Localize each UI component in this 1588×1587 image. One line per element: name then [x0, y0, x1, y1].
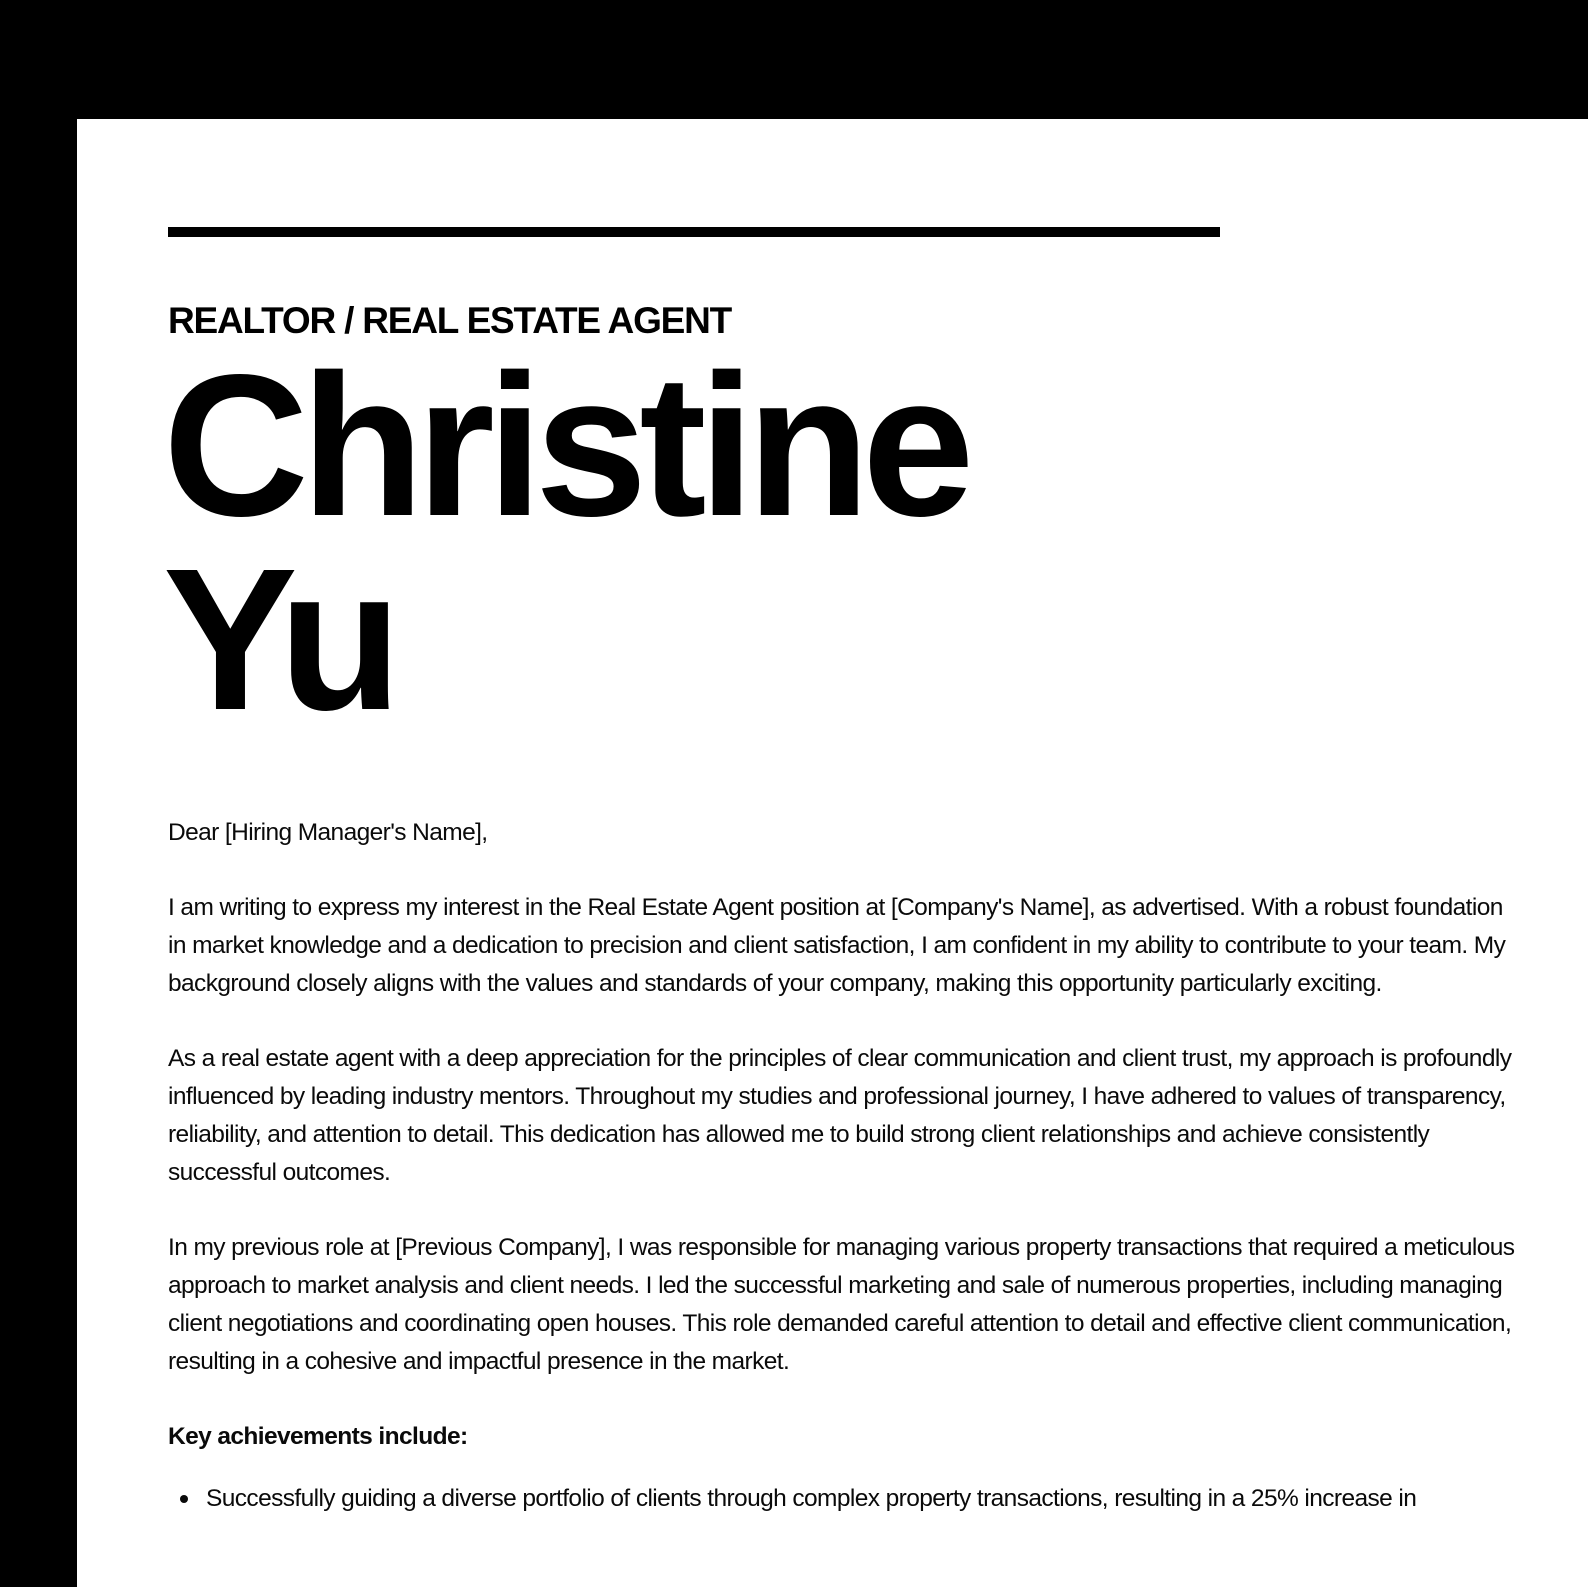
paragraph-approach: As a real estate agent with a deep appreciation for the principles of clear communication and client trust, my approach is profoundly influenced by leading industry mentors. Throughout my studies and professional journey, I have adhered to values of transparency, reliability, and attention to detail. This dedication has allowed me to build strong client relationships and achieve consistently successful outcomes.	[168, 1045, 1512, 1186]
salutation: Dear [Hiring Manager's Name],	[168, 819, 488, 846]
letter-page	[77, 119, 1588, 1587]
bullet-icon	[180, 1495, 188, 1503]
header-rule	[168, 227, 1220, 237]
achievement-text: Successfully guiding a diverse portfolio of clients through complex property transactions, resulting in a 25% increase in	[206, 1485, 1417, 1512]
paragraph-experience: In my previous role at [Previous Company], I was responsible for managing various property transactions that required a meticulous approach to market analysis and client needs. I led the successful marketing and sale of numerous properties, including managing client negotiations and coordinating open houses. This role demanded careful attention to detail and effective client communication, resulting in a cohesive and impactful presence in the market.	[168, 1234, 1515, 1375]
achievements-list	[168, 1480, 1518, 1518]
name-first: Christine	[163, 332, 967, 558]
name-last: Yu	[163, 526, 394, 752]
achievements-heading: Key achievements include:	[168, 1423, 468, 1450]
paragraph-intro: I am writing to express my interest in the Real Estate Agent position at [Company's Name], as advertised. With a robust foundation in market knowledge and a dedication to precision and client satisfaction, I am confident in my ability to contribute to your team. My background closely aligns with the values and standards of your company, making this opportunity particularly exciting.	[168, 894, 1506, 997]
job-title: REALTOR / REAL ESTATE AGENT	[168, 300, 732, 341]
letter-body	[168, 814, 1518, 1518]
achievement-item	[168, 1480, 1518, 1518]
